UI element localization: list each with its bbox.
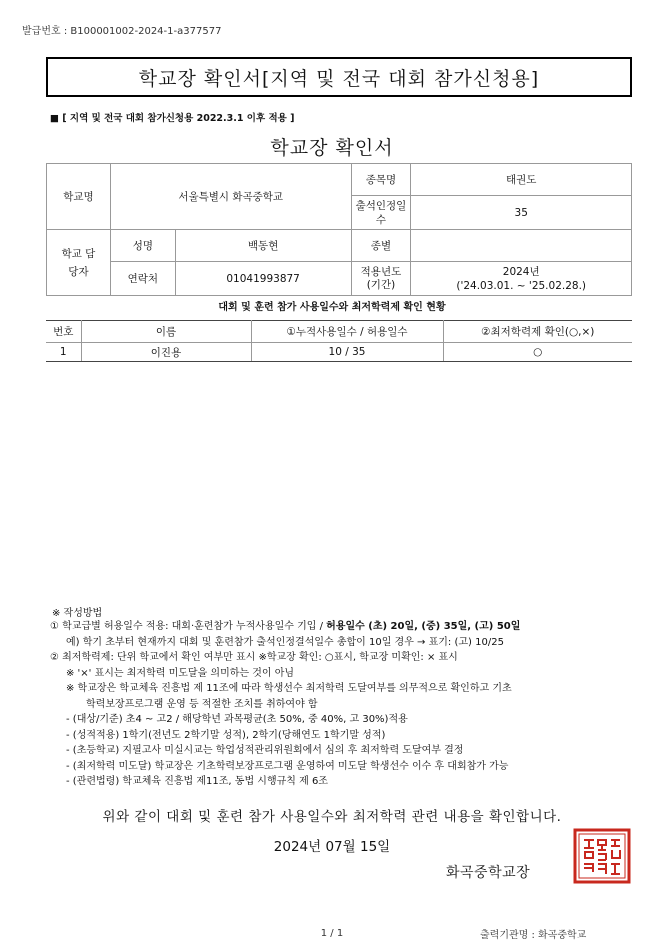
method-heading: ※ 작성방법 (52, 608, 103, 619)
note-line: 학력보장프로그램 운영 등 적절한 조치를 취하여야 함 (86, 698, 318, 710)
period-range: ('24.03.01. ~ '25.02.28.) (456, 279, 587, 292)
note-line: ※ 학교장은 학교체육 진흥법 제 11조에 따라 학생선수 최저학력 도달여부를 의무적으로 확인하고 기초 (66, 683, 512, 694)
name-label: 성명 (110, 230, 175, 262)
note-line: - (관련법령) 학교체육 진흥법 제11조, 동법 시행규칙 제 6조 (66, 776, 328, 787)
note-line: 예) 학기 초부터 현재까지 대회 및 훈련참가 출석인정결석일수 총합이 10일 경우 → 표기: (고) 10/25 (66, 636, 504, 648)
col-header-name: 이름 (81, 321, 251, 343)
confirmation-text: 위와 같이 대회 및 훈련 참가 사용일수와 최저학력 관련 내용을 확인합니다. (102, 809, 562, 825)
category-label: 종별 (351, 230, 411, 262)
school-label: 학교명 (47, 164, 111, 230)
note-line: ① 학교급별 허용일수 적용: 대회·훈련참가 누적사용일수 기입 / 허용일수 (초) 20일, (중) 35일, (고) 50일 (50, 621, 521, 632)
note-line: ② 최저학력제: 단위 학교에서 확인 여부만 표시 ※학교장 확인: ○표시, 학교장 미확인: × 표시 (50, 652, 458, 663)
note-line: - (성적적용) 1학기(전년도 2학기말 성적), 2학기(당해연도 1학기말 성적) (66, 729, 386, 741)
applicable-note: ■ [ 지역 및 전국 대회 참가신청용 2022.3.1 이후 적용 ] (50, 113, 295, 124)
school-info-table (46, 163, 632, 296)
cell-name: 이진용 (81, 343, 251, 362)
cell-min-academic: ○ (443, 343, 632, 362)
principal-name: 화곡중학교장 (446, 865, 531, 881)
period-year: 2024년 (502, 265, 540, 278)
status-header-row (46, 321, 632, 343)
issue-date: 2024년 07월 15일 (273, 839, 391, 855)
note-line: - (대상/기준) 초4 ~ 고2 / 해당학년 과목평균(초 50%, 중 40%, 고 30%)적용 (66, 714, 408, 725)
table-row (46, 343, 632, 362)
page-number: 1 / 1 (320, 928, 344, 939)
name-value: 백동현 (175, 230, 351, 262)
output-organization: 출력기관명 : 화곡중학교 (480, 930, 587, 941)
category-value (411, 230, 632, 262)
staff-label: 학교 담당자 (47, 230, 111, 296)
contact-value: 01041993877 (175, 262, 351, 296)
period-value (411, 262, 632, 296)
contact-label: 연락처 (110, 262, 175, 296)
attendance-value: 35 (411, 196, 632, 230)
attendance-label: 출석인정일수 (351, 196, 411, 230)
note-line: ※ '×' 표시는 최저학력 미도달을 의미하는 것이 아님 (66, 667, 295, 679)
document-title-box (46, 57, 632, 97)
form-title: 학교장 확인서 (270, 137, 394, 159)
status-heading: 대회 및 훈련 참가 사용일수와 최저학력제 확인 현황 (218, 302, 446, 313)
allowed-days: 허용일수 (초) 20일, (중) 35일, (고) 50일 (326, 621, 521, 632)
cell-number: 1 (46, 343, 81, 362)
sport-value: 태권도 (411, 164, 632, 196)
period-label: 적용년도 (기간) (351, 262, 411, 296)
col-header-min-academic: ②최저학력제 확인(○,×) (443, 321, 632, 343)
issue-number: 발급번호 : B100001002-2024-1-a377577 (22, 26, 222, 37)
school-value: 서울특별시 화곡중학교 (110, 164, 351, 230)
col-header-days: ①누적사용일수 / 허용일수 (251, 321, 443, 343)
document-title: 학교장 확인서[지역 및 전국 대회 참가신청용] (138, 67, 540, 90)
status-table (46, 320, 632, 362)
sport-label: 종목명 (351, 164, 411, 196)
col-header-number: 번호 (46, 321, 81, 343)
note-line: - (최저학력 미도달) 학교장은 기초학력보장프로그램 운영하여 미도달 학생선수 이수 후 대회참가 가능 (66, 760, 509, 772)
note-line: - (초등학교) 지필고사 미실시교는 학업성적관리위원회에서 심의 후 최저학력 도달여부 결정 (66, 745, 464, 756)
method-notes (50, 619, 610, 790)
cell-days: 10 / 35 (251, 343, 443, 362)
official-seal-icon (573, 828, 631, 884)
